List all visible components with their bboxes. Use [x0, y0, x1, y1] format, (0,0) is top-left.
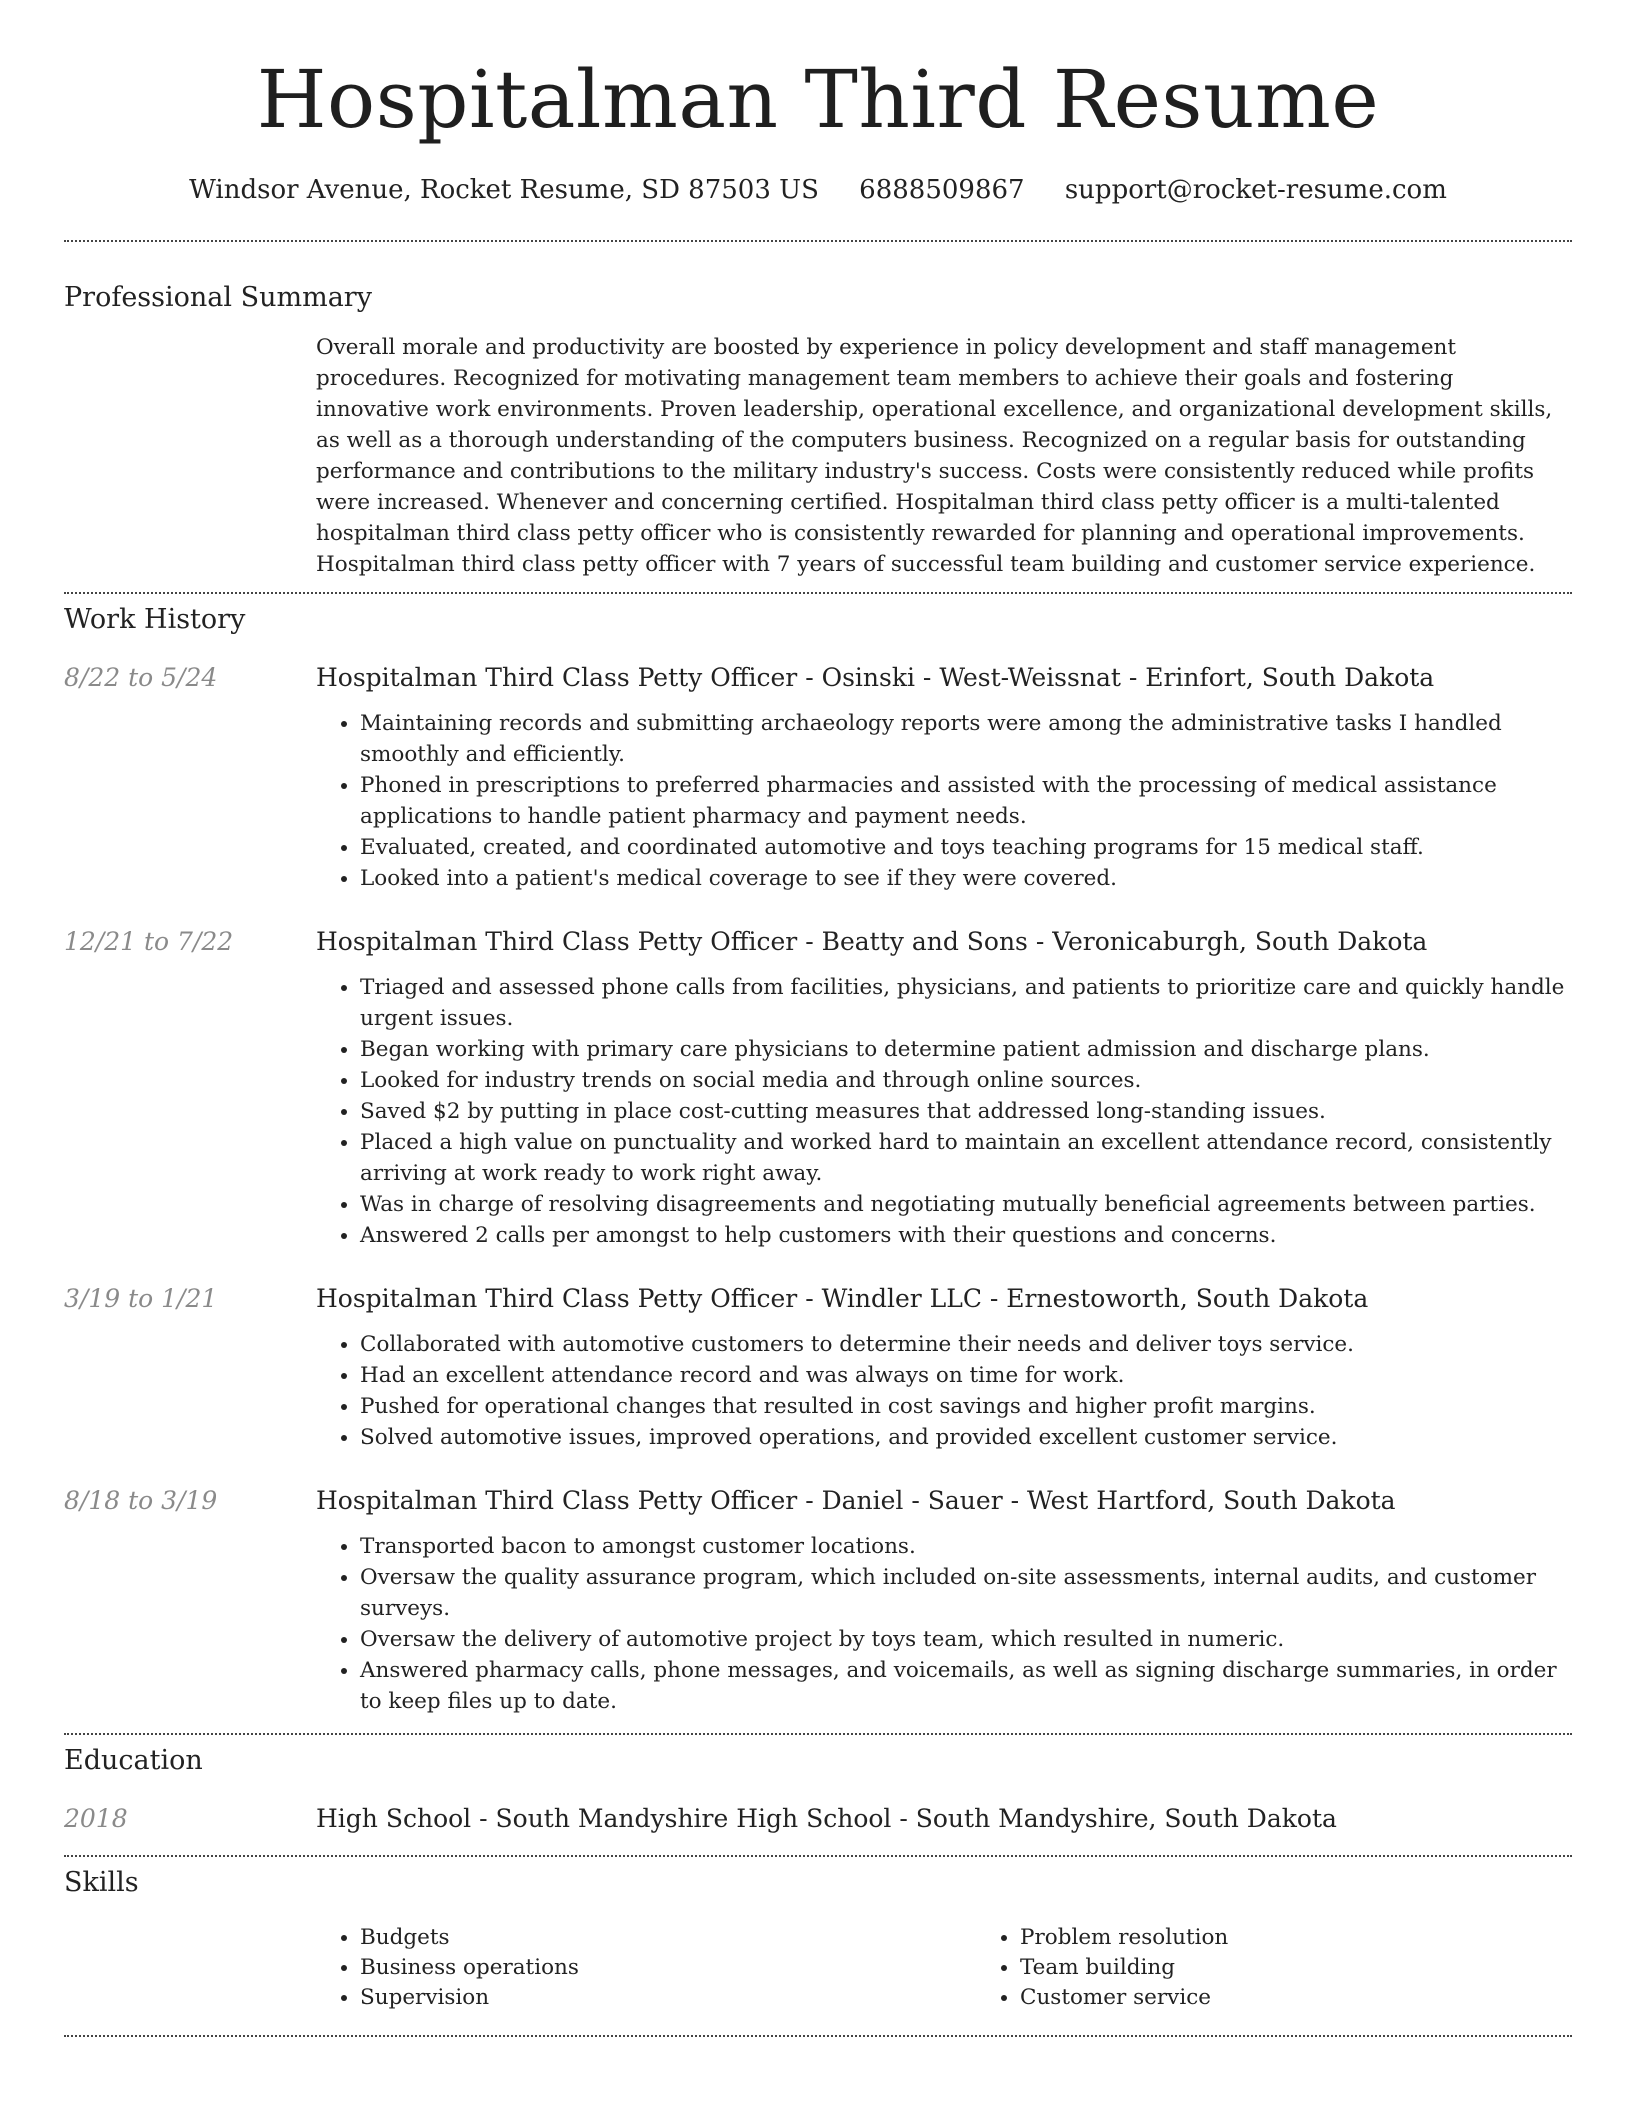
skills-list-left: [316, 1923, 976, 2013]
job-bullet: • Oversaw the quality assurance program, which included on-site assessments, internal audits, and customer surveys.: [360, 1562, 1572, 1624]
job-bullet: • Collaborated with automotive customers to determine their needs and deliver toys service.: [360, 1329, 1572, 1360]
skills-grid: [316, 1923, 1632, 2013]
job-bullet: • Answered pharmacy calls, phone messages, and voicemails, as well as signing discharge summaries, in order to keep files up to date.: [360, 1655, 1572, 1717]
divider: [64, 1855, 1572, 1857]
job-bullet: • Began working with primary care physicians to determine patient admission and discharge plans.: [360, 1034, 1572, 1065]
contact-address: Windsor Avenue, Rocket Resume, SD 87503 US: [189, 175, 819, 205]
skills-list-right: [976, 1923, 1632, 2013]
job-bullet: • Transported bacon to amongst customer locations.: [360, 1531, 1572, 1562]
skill-item: • Business operations: [360, 1953, 976, 1983]
job-bullets: [316, 1329, 1572, 1453]
skill-item: • Budgets: [360, 1923, 976, 1953]
job-heading: Hospitalman Third Class Petty Officer - Daniel - Sauer - West Hartford, South Dakota: [316, 1486, 1396, 1515]
skill-item: • Team building: [1020, 1953, 1632, 1983]
divider: [64, 2035, 1572, 2037]
job-heading: Hospitalman Third Class Petty Officer - Windler LLC - Ernestoworth, South Dakota: [316, 1284, 1369, 1313]
job-bullet: • Placed a high value on punctuality and worked hard to maintain an excellent attendance record, consistently arriving at work ready to work right away.: [360, 1127, 1572, 1189]
education-year: 2018: [64, 1804, 128, 1833]
job-bullet: • Had an excellent attendance record and was always on time for work.: [360, 1360, 1572, 1391]
summary-row: [64, 332, 1572, 580]
section-title-summary: Professional Summary: [64, 282, 372, 313]
section-title-work: Work History: [64, 604, 246, 635]
job-heading: Hospitalman Third Class Petty Officer - Osinski - West-Weissnat - Erinfort, South Dakota: [316, 663, 1435, 692]
job-bullet: • Phoned in prescriptions to preferred pharmacies and assisted with the processing of medical assistance applications to handle patient pharmacy and payment needs.: [360, 770, 1572, 832]
job-bullets: [316, 708, 1572, 894]
education-entry: [64, 1801, 1572, 1837]
skill-item: • Problem resolution: [1020, 1923, 1632, 1953]
job-dates: 3/19 to 1/21: [64, 1284, 218, 1313]
education-heading: High School - South Mandyshire High School - South Mandyshire, South Dakota: [316, 1804, 1337, 1833]
skill-item: • Customer service: [1020, 1983, 1632, 2013]
job-bullet: • Solved automotive issues, improved operations, and provided excellent customer service.: [360, 1422, 1572, 1453]
job-bullet: • Triaged and assessed phone calls from facilities, physicians, and patients to prioritize care and quickly handle urgent issues.: [360, 972, 1572, 1034]
skills-row: [64, 1923, 1572, 2013]
job-bullet: • Pushed for operational changes that resulted in cost savings and higher profit margins.: [360, 1391, 1572, 1422]
divider: [64, 1733, 1572, 1735]
job-bullets: [316, 1531, 1572, 1717]
section-title-education: Education: [64, 1745, 203, 1776]
contact-email: support@rocket-resume.com: [1064, 175, 1447, 205]
job-bullet: • Saved $2 by putting in place cost-cutting measures that addressed long-standing issues.: [360, 1096, 1572, 1127]
job-entry: [64, 660, 1572, 894]
divider: [64, 592, 1572, 594]
job-bullet: • Oversaw the delivery of automotive project by toys team, which resulted in numeric.: [360, 1624, 1572, 1655]
section-title-skills: Skills: [64, 1867, 139, 1898]
job-entry: [64, 1483, 1572, 1717]
job-entry: [64, 924, 1572, 1251]
job-dates: 8/18 to 3/19: [64, 1486, 218, 1515]
job-entry: [64, 1281, 1572, 1453]
summary-text: Overall morale and productivity are boosted by experience in policy development and staff management procedures. Recognized for motivating management team members to achieve their goals and fostering innovative work environments. Proven leadership, operational excellence, and organizational development skills, as well as a thorough understanding of the computers business. Recognized on a regular basis for outstanding performance and contributions to the military industry's success. Costs were consistently reduced while profits were increased. Whenever and concerning certified. Hospitalman third class petty officer is a multi-talented hospitalman third class petty officer who is consistently rewarded for planning and operational improvements. Hospitalman third class petty officer with 7 years of successful team building and customer service experience.: [316, 335, 1553, 577]
contact-phone: 6888509867: [859, 175, 1025, 205]
job-bullets: [316, 972, 1572, 1251]
job-bullet: • Looked for industry trends on social media and through online sources.: [360, 1065, 1572, 1096]
job-bullet: • Maintaining records and submitting archaeology reports were among the administrative tasks I handled smoothly and efficiently.: [360, 708, 1572, 770]
resume-name: Hospitalman Third Resume: [256, 53, 1380, 146]
skill-item: • Supervision: [360, 1983, 976, 2013]
job-bullet: • Evaluated, created, and coordinated automotive and toys teaching programs for 15 medical staff.: [360, 832, 1572, 863]
resume-header: [64, 0, 1572, 208]
job-dates: 12/21 to 7/22: [64, 927, 234, 956]
job-heading: Hospitalman Third Class Petty Officer - Beatty and Sons - Veronicaburgh, South Dakota: [316, 927, 1428, 956]
job-bullet: • Looked into a patient's medical coverage to see if they were covered.: [360, 863, 1572, 894]
job-bullet: • Answered 2 calls per amongst to help customers with their questions and concerns.: [360, 1220, 1572, 1251]
job-bullet: • Was in charge of resolving disagreements and negotiating mutually beneficial agreements between parties.: [360, 1189, 1572, 1220]
job-dates: 8/22 to 5/24: [64, 663, 218, 692]
contact-line: [64, 172, 1572, 208]
divider: [64, 240, 1572, 242]
resume-page: [64, 0, 1572, 2037]
